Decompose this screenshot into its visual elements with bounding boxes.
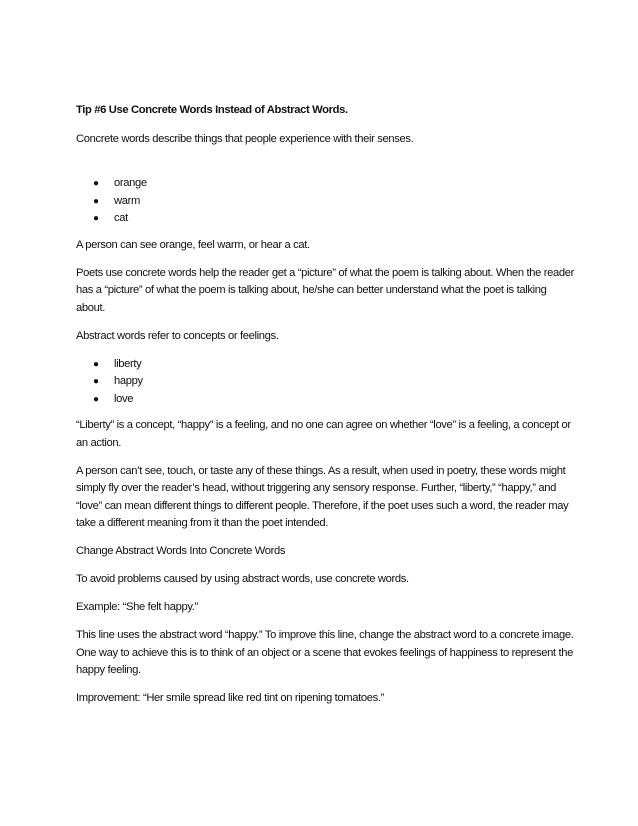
document-page [76, 102, 576, 718]
improvement-text: Improvement: “Her smile spread like red tint on ripening tomatoes.” [76, 692, 384, 704]
bullet-icon: ● [93, 393, 99, 405]
concrete-sentence: A person can see orange, feel warm, or hear a cat. [76, 238, 310, 251]
list-item: ● love [76, 391, 576, 409]
concrete-definition: Concrete words describe things that people experience with their senses. [76, 132, 414, 145]
abstract-sentence: “Liberty” is a concept, “happy” is a feeling, and no one can agree on whether “love” is a feeling, a concept or an action. [76, 419, 571, 449]
abstract-definition: Abstract words refer to concepts or feelings. [76, 329, 279, 342]
advice-text: To avoid problems caused by using abstract words, use concrete words. [76, 573, 409, 585]
bullet-icon: ● [93, 195, 99, 207]
tip-heading: Tip #6 Use Concrete Words Instead of Abstract Words. [76, 104, 348, 116]
example-explanation: This line uses the abstract word “happy.” To improve this line, change the abstract word to a concrete image. One way to achieve this is to think of an object or a scene that evokes feelings of happiness to represent the happy feeling. [76, 629, 574, 676]
bullet-icon: ● [93, 358, 99, 370]
bullet-icon: ● [93, 178, 99, 189]
list-item: ● liberty [76, 356, 576, 374]
example-text: Example: “She felt happy.” [76, 601, 198, 613]
abstract-explanation: A person can’t see, touch, or taste any of these things. As a result, when used in poetry, these words might simply fly over the reader’s head, without triggering any sensory response. Further, “liberty,” “happy,” and “love” can mean different things to different people. Therefore, if the poet uses such a word, the reader may take a different meaning from it than the poet intended. [76, 464, 569, 529]
section-subheading: Change Abstract Words Into Concrete Words [76, 545, 286, 557]
list-item: ● orange [76, 175, 576, 193]
bullet-icon: ● [93, 376, 99, 387]
concrete-examples-list [76, 175, 576, 228]
list-item: ● cat [76, 210, 576, 228]
list-item: ● warm [76, 193, 576, 211]
bullet-icon: ● [93, 213, 99, 224]
list-item: ● happy [76, 373, 576, 391]
abstract-examples-list [76, 356, 576, 409]
concrete-explanation: Poets use concrete words help the reader get a “picture” of what the poem is talking about. When the reader has a “picture” of what the poem is talking about, he/she can better understand what the poet is talking about. [76, 266, 574, 314]
